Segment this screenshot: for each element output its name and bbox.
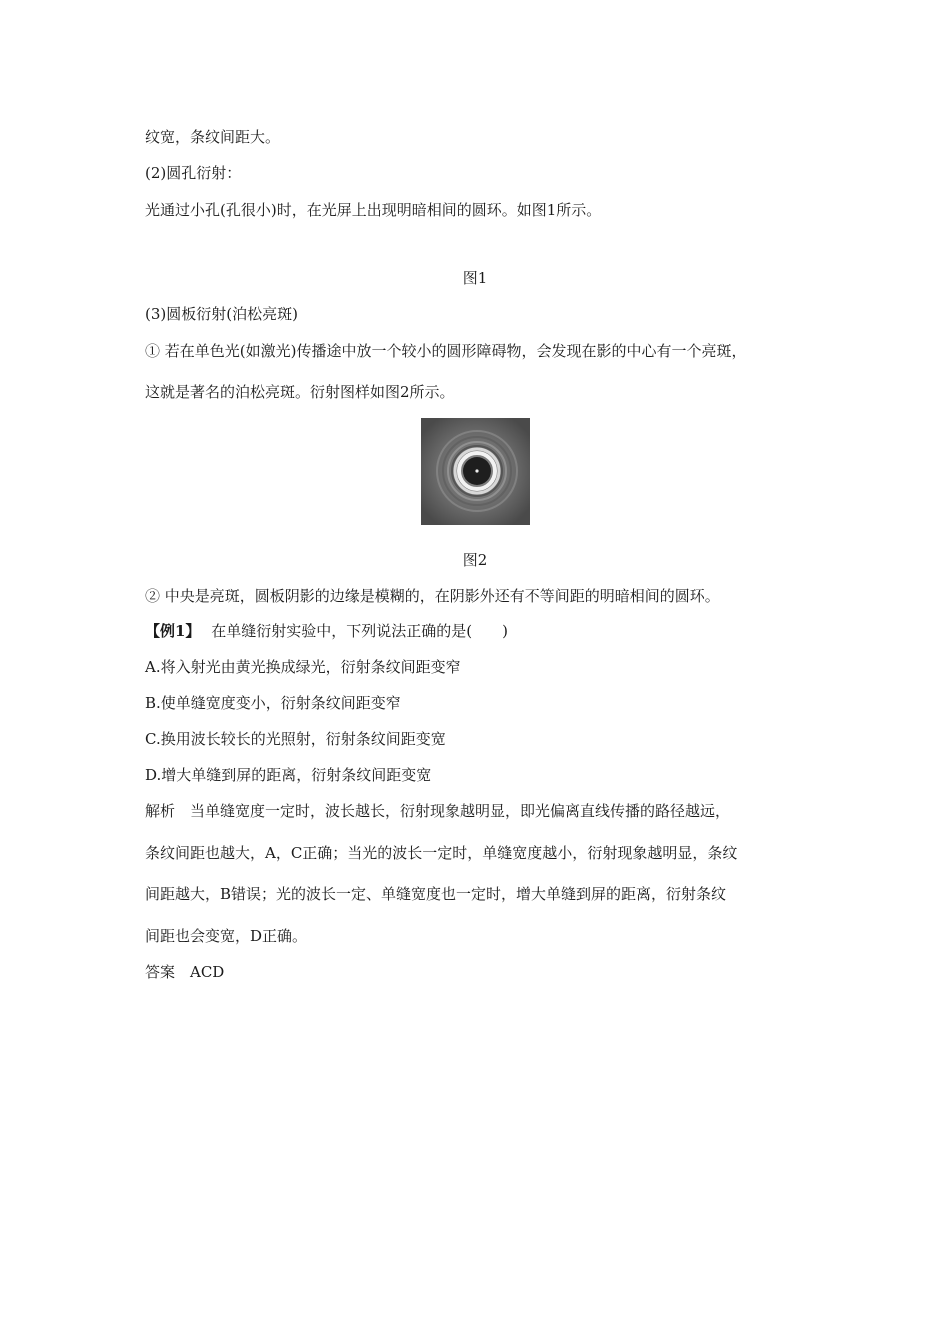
option-b: B.使单缝宽度变小，衍射条纹间距变窄	[145, 694, 401, 712]
text-line: 纹宽，条纹间距大。	[145, 128, 281, 146]
option-d: D.增大单缝到屏的距离，衍射条纹间距变宽	[145, 766, 432, 784]
option-c: C.换用波长较长的光照射，衍射条纹间距变宽	[145, 730, 446, 748]
analysis-line: 条纹间距也越大，A，C正确；当光的波长一定时，单缝宽度越小，衍射现象越明显，条纹	[145, 844, 738, 862]
figure-2-caption: 图2	[462, 551, 488, 569]
option-a: A.将入射光由黄光换成绿光，衍射条纹间距变窄	[145, 658, 461, 676]
text-line: 光通过小孔(孔很小)时，在光屏上出现明暗相间的圆环。如图1所示。	[145, 201, 602, 219]
poisson-spot-diffraction-image	[421, 418, 530, 525]
analysis-line: 解析 当单缝宽度一定时，波长越长，衍射现象越明显，即光偏离直线传播的路径越远，	[145, 802, 731, 820]
question-text: 在单缝衍射实验中，下列说法正确的是( )	[211, 622, 508, 640]
section-heading-circular-disk: (3)圆板衍射(泊松亮斑)	[145, 305, 298, 323]
text-line: ② 中央是亮斑，圆板阴影的边缘是模糊的，在阴影外还有不等间距的明暗相间的圆环。	[145, 587, 720, 605]
example-tag: 【例1】	[145, 622, 201, 640]
analysis-line: 间距越大，B错误；光的波长一定、单缝宽度也一定时，增大单缝到屏的距离，衍射条纹	[145, 885, 727, 903]
answer: 答案 ACD	[145, 963, 225, 981]
text-line: ① 若在单色光(如激光)传播途中放一个较小的圆形障碍物，会发现在影的中心有一个亮斑，	[145, 342, 747, 360]
example-question	[145, 621, 508, 641]
section-heading-circular-hole: (2)圆孔衍射：	[145, 164, 242, 182]
figure-1-caption: 图1	[462, 269, 488, 287]
text-line: 这就是著名的泊松亮斑。衍射图样如图2所示。	[145, 383, 455, 401]
analysis-line: 间距也会变宽，D正确。	[145, 927, 308, 945]
